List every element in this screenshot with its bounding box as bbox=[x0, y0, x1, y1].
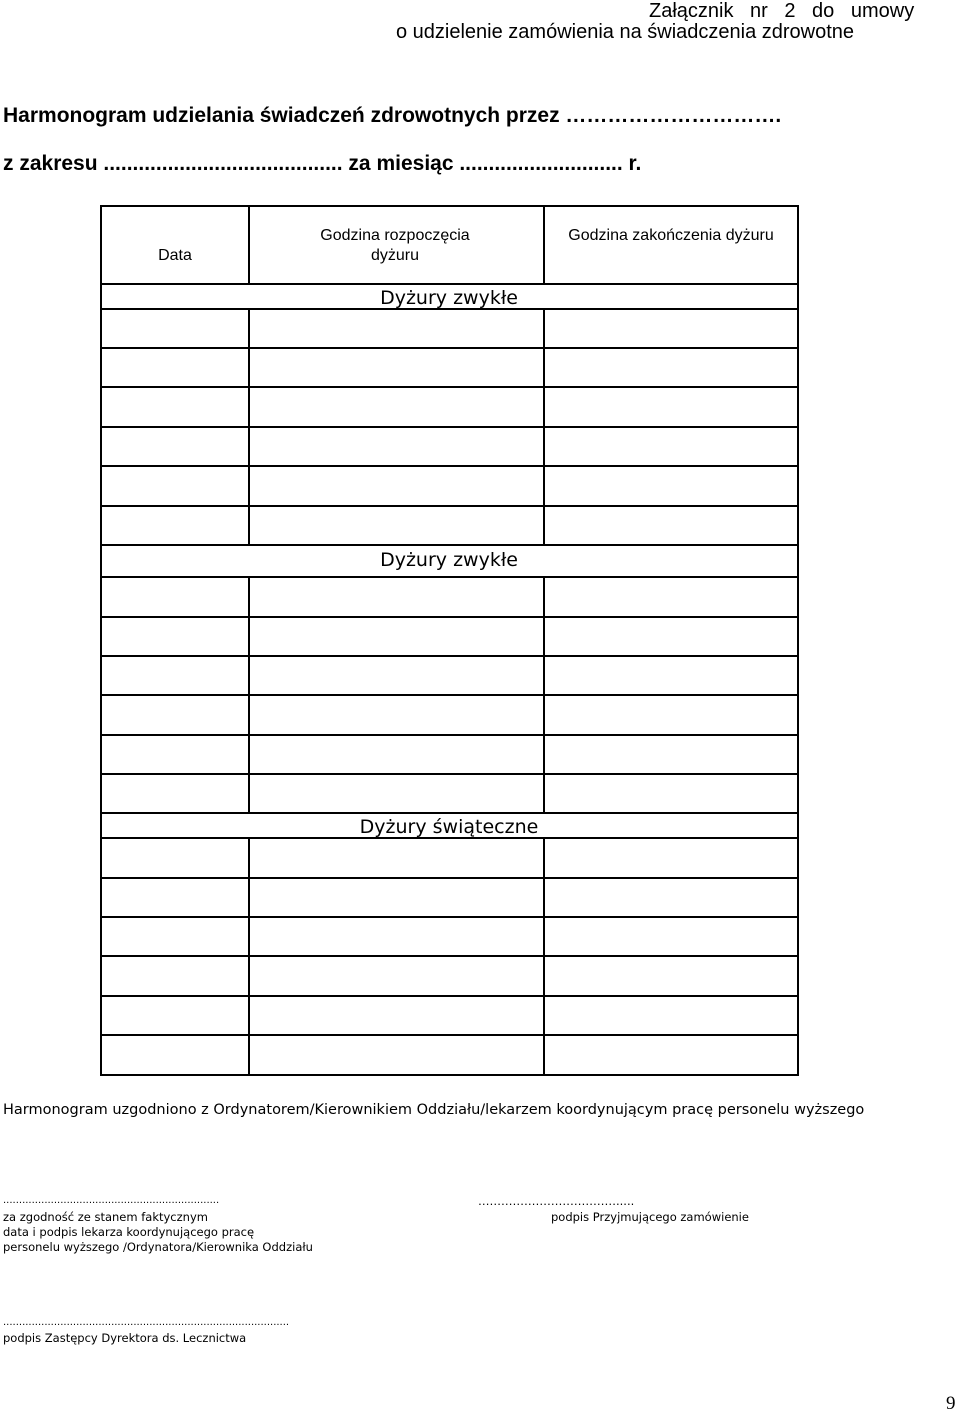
table-rule bbox=[100, 1034, 799, 1036]
table-rule bbox=[100, 655, 799, 657]
table-rule bbox=[100, 347, 799, 349]
section-header-regular-duties: Dyżury zwykłe bbox=[380, 287, 518, 309]
signature-dots-coordinator: .................................................................... bbox=[3, 1195, 220, 1206]
table-divider-col2 bbox=[543, 838, 545, 1076]
table-divider-col1 bbox=[248, 205, 250, 284]
signature-label-coordinator-line3: personelu wyższego /Ordynatora/Kierownika Oddziału bbox=[3, 1240, 313, 1254]
table-rule bbox=[100, 386, 799, 388]
table-rule bbox=[100, 576, 799, 578]
table-rule bbox=[100, 465, 799, 467]
table-border-left bbox=[100, 205, 102, 1076]
signature-label-deputy-director: podpis Zastępcy Dyrektora ds. Lecznictwa bbox=[3, 1331, 247, 1345]
annex-header-line2: o udzielenie zamówienia na świadczenia zdrowotne bbox=[396, 21, 855, 43]
signature-label-coordinator-line2: data i podpis lekarza koordynującego pracę bbox=[3, 1225, 255, 1239]
column-header-start-time: Godzina rozpoczęcia dyżuru bbox=[320, 227, 470, 264]
annex-header-line1: Załącznik nr 2 do umowy bbox=[649, 0, 915, 22]
signature-dots-contractor: ………………………………..... bbox=[478, 1194, 635, 1208]
signature-label-coordinator-line1: za zgodność ze stanem faktycznym bbox=[3, 1210, 208, 1224]
signature-label-contractor: podpis Przyjmującego zamówienie bbox=[551, 1210, 749, 1224]
table-rule bbox=[100, 616, 799, 618]
table-rule bbox=[100, 426, 799, 428]
table-rule bbox=[100, 544, 799, 546]
table-rule bbox=[100, 1074, 799, 1076]
agreement-statement: Harmonogram uzgodniono z Ordynatorem/Kierownikiem Oddziału/lekarzem koordynującym pracę personelu wyższego bbox=[3, 1102, 865, 1118]
signature-dots-deputy-director: .......................................................................................... bbox=[3, 1317, 290, 1328]
table-rule bbox=[100, 773, 799, 775]
section-header-holiday-duties: Dyżury świąteczne bbox=[359, 816, 539, 838]
table-rule bbox=[100, 694, 799, 696]
column-header-date: Data bbox=[158, 247, 192, 264]
table-rule bbox=[100, 995, 799, 997]
table-rule bbox=[100, 734, 799, 736]
document-title: Harmonogram udzielania świadczeń zdrowotnych przez …………………………. bbox=[3, 104, 782, 127]
table-rule bbox=[100, 205, 799, 207]
table-rule bbox=[100, 812, 799, 814]
table-rule bbox=[100, 283, 799, 285]
page-number: 9 bbox=[946, 1393, 956, 1414]
table-rule bbox=[100, 505, 799, 507]
table-rule bbox=[100, 877, 799, 879]
document-subtitle: z zakresu ......................................... za miesiąc ............................ r. bbox=[3, 152, 642, 175]
column-header-end-time: Godzina zakończenia dyżuru bbox=[568, 227, 774, 244]
table-rule bbox=[100, 955, 799, 957]
table-rule bbox=[100, 916, 799, 918]
table-border-right bbox=[797, 205, 799, 1076]
section-header-regular-duties: Dyżury zwykłe bbox=[380, 549, 518, 571]
table-divider-col1 bbox=[248, 838, 250, 1076]
